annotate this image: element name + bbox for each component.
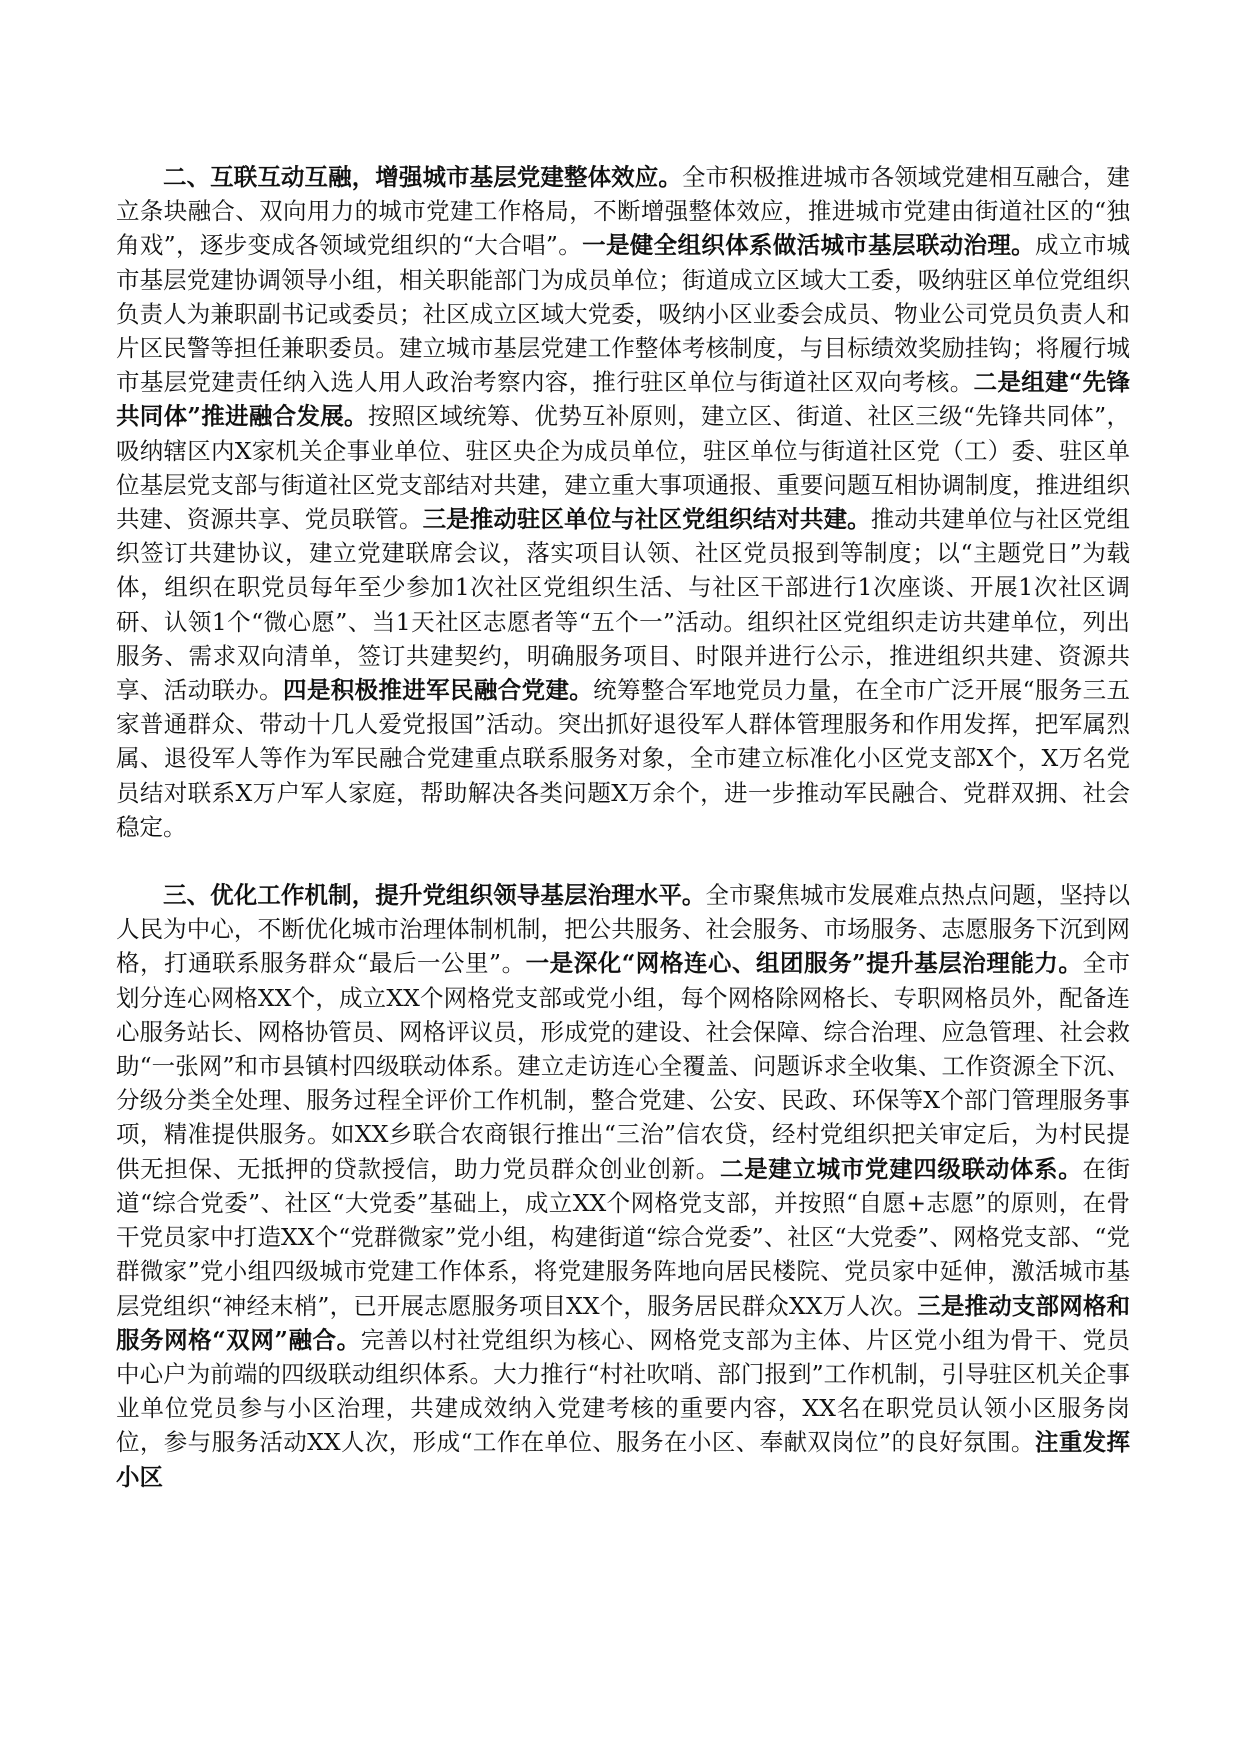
body-text: 成立市城市基层党建协调领导小组，相关职能部门为成员单位；街道成立区域大工委，吸纳驻区单位党组织负责人为兼职副书记或委员；社区成立区域大党委，吸纳小区业委会成员、物业公司党员负责人和片区民警等担任兼职委员。建立城市基层党建工作整体考核制度，与目标绩效奖励挂钩；将履行城市基层党建责任纳入选人用人政治考察内容，推行驻区单位与街道社区双向考核。: [116, 231, 1131, 397]
subpoint-heading: 注重发挥小区: [116, 1428, 1130, 1491]
body-text: 在街道“综合党委”、社区“大党委”基础上，成立XX个网格党支部，并按照“自愿+志愿”的原则，在骨干党员家中打造XX个“党群微家”党小组，构建街道“综合党委”、社区“大党委”、网格党支部、“党群微家”党小组四级城市党建工作体系，将党建服务阵地向居民楼院、党员家中延伸，激活城市基层党组织“神经末梢”，已开展志愿服务项目XX个，服务居民群众XX万人次。: [116, 1154, 1131, 1320]
body-text: 推动共建单位与社区党组织签订共建协议，建立党建联席会议，落实项目认领、社区党员报到等制度；以“主题党日”为载体，组织在职党员每年至少参加1次社区党组织生活、与社区干部进行1次座谈、开展1次社区调研、认领1个“微心愿”、当1天社区志愿者等“五个一”活动。组织社区党组织走访共建单位，列出服务、需求双向清单，签订共建契约，明确服务项目、时限并进行公示，推进组织共建、资源共享、活动联办。: [116, 505, 1131, 705]
subpoint-heading: 一是深化“网格连心、组团服务”提升基层治理能力。: [525, 949, 1083, 978]
subpoint-heading: 三是推动支部网格和服务网格“双网”融合。: [116, 1291, 1130, 1354]
body-text: 全市聚焦城市发展难点热点问题，坚持以人民为中心，不断优化城市治理体制机制，把公共服务、社会服务、市场服务、志愿服务下沉到网格，打通联系服务群众“最后一公里”。: [116, 881, 1131, 978]
section-heading: 三、优化工作机制，提升党组织领导基层治理水平。: [163, 881, 706, 910]
body-text: 全市划分连心网格XX个，成立XX个网格党支部或党小组，每个网格除网格长、专职网格员外，配备连心服务站长、网格协管员、网格评议员，形成党的建设、社会保障、综合治理、应急管理、社会救助“一张网”和市县镇村四级联动体系。建立走访连心全覆盖、问题诉求全收集、工作资源全下沉、分级分类全处理、服务过程全评价工作机制，整合党建、公安、民政、环保等X个部门管理服务事项，精准提供服务。如XX乡联合农商银行推出“三治”信农贷，经村党组织把关审定后，为村民提供无担保、无抵押的贷款授信，助力党员群众创业创新。: [116, 949, 1130, 1183]
paragraph-section-two: [116, 160, 1130, 844]
section-heading: 二、互联互动互融，增强城市基层党建整体效应。: [163, 163, 682, 191]
body-text: 按照区域统筹、优势互补原则，建立区、街道、社区三级“先锋共同体”，吸纳辖区内X家机关企事业单位、驻区央企为成员单位，驻区单位与街道社区党（工）委、驻区单位基层党支部与街道社区党支部结对共建，建立重大事项通报、重要问题互相协调制度，推进组织共建、资源共享、党员联管。: [116, 402, 1130, 534]
subpoint-heading: 二是组建“先锋共同体”推进融合发展。: [116, 368, 1130, 431]
paragraph-section-three: [116, 878, 1130, 1494]
subpoint-heading: 二是建立城市党建四级联动体系。: [719, 1154, 1083, 1183]
body-text: 统筹整合军地党员力量，在全市广泛开展“服务三五家普通群众、带动十几人爱党报国”活动。突出抓好退役军人群体管理服务和作用发挥，把军属烈属、退役军人等作为军民融合党建重点联系服务对象，全市建立标准化小区党支部X个，X万名党员结对联系X万户军人家庭，帮助解决各类问题X万余个，进一步推动军民融合、党群双拥、社会稳定。: [116, 676, 1131, 841]
body-text: 全市积极推进城市各领域党建相互融合，建立条块融合、双向用力的城市党建工作格局，不断增强整体效应，推进城市党建由街道社区的“独角戏”，逐步变成各领域党组织的“大合唱”。: [116, 163, 1131, 260]
subpoint-heading: 一是健全组织体系做活城市基层联动治理。: [582, 231, 1035, 260]
subpoint-heading: 四是积极推进军民融合党建。: [283, 676, 594, 705]
subpoint-heading: 三是推动驻区单位与社区党组织结对共建。: [422, 505, 871, 534]
body-text: 完善以村社党组织为核心、网格党支部为主体、片区党小组为骨干、党员中心户为前端的四级联动组织体系。大力推行“村社吹哨、部门报到”工作机制，引导驻区机关企事业单位党员参与小区治理，共建成效纳入党建考核的重要内容，XX名在职党员认领小区服务岗位，参与服务活动XX人次，形成“工作在单位、服务在小区、奉献双岗位”的良好氛围。: [116, 1325, 1130, 1457]
